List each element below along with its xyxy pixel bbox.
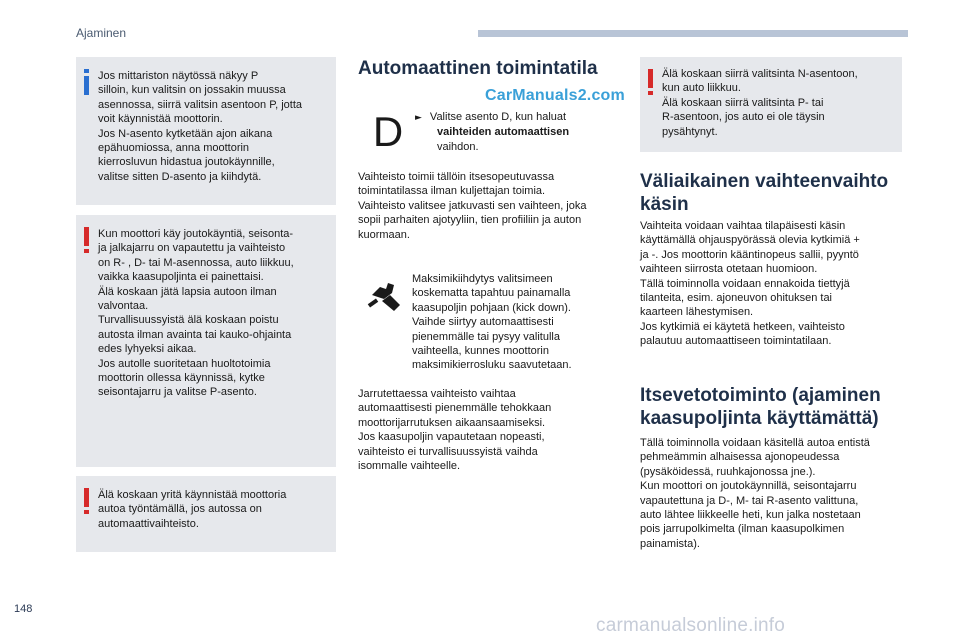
warning-icon bbox=[648, 69, 653, 95]
warning-icon bbox=[84, 488, 89, 514]
warning-text: Kun moottori käy joutokäyntiä, seisonta- ja jalkajarru on vapautettu ja vaihteisto on R- , D- tai M-asennossa, auto liikkuu, vaikka kaasupoljinta ei painettaisi. Älä koskaan jätä lapsia autoon ilman valvontaa. Turvallisuussyistä älä koskaan poistu autosta ilman avainta tai kauko-ohjainta edes lyhyeksi aikaa. Jos autolle suoritetaan huoltotoimia moottorin ollessa käynnissä, kytke seisontajarru ja valitse P-asento. bbox=[98, 228, 294, 399]
arrow-bullet-icon: ► bbox=[415, 113, 422, 123]
step-instruction: ► Valitse asento D, kun haluat vaihteiden automaattisen vaihdon. bbox=[415, 111, 570, 153]
gear-d-symbol: D bbox=[372, 108, 404, 155]
warning-text: Älä koskaan yritä käynnistää moottoria autoa työntämällä, jos autossa on automaattivaihteisto. bbox=[98, 489, 287, 530]
kickdown-text: Maksimikiihdytys valitsimeen koskematta tapahtuu painamalla kaasupoljin pohjaan (kick down). Vaihde siirtyy automaattisesti pienemmälle tai pysyy valitulla vaihteella, kunnes moottorin maksimikierrosluku saavutetaan. bbox=[412, 273, 572, 372]
warning-box-idle bbox=[76, 215, 336, 467]
section-title: Ajaminen bbox=[76, 26, 127, 40]
creep-function-text: Tällä toiminnolla voidaan käsitellä autoa entistä pehmeämmin alhaisessa ajonopeudessa (pysäköidessä, ruuhkajonossa jne.). Kun moottori on joutokäynnillä, seisontajarru vapautettuna ja D-, M- tai R-asento valittuna, auto lähtee liikkeelle heti, kun jalka nostetaan pois jarrupolkimelta (ilman kaasupolkimen painamista). bbox=[640, 437, 870, 550]
warning-icon bbox=[84, 227, 89, 253]
info-icon bbox=[84, 69, 89, 95]
header-bar bbox=[478, 30, 908, 37]
warning-box-selector bbox=[640, 57, 902, 152]
heading-automatic-mode: Automaattinen toimintatila bbox=[358, 58, 598, 79]
warning-text: Älä koskaan siirrä valitsinta N-asentoon, kun auto liikkuu. Älä koskaan siirrä valitsinta P- tai R-asentoon, jos auto ei ole täysin pysähtynyt. bbox=[662, 68, 858, 138]
carmanuals-logo: CarManuals2.com bbox=[485, 87, 625, 104]
kick-down-pedal-icon bbox=[366, 275, 404, 313]
heading-temporary-manual: Väliaikainen vaihteenvaihto käsin bbox=[640, 171, 889, 215]
warning-box-push-start bbox=[76, 476, 336, 552]
info-text: Jos mittariston näytössä näkyy P silloin, kun valitsin on jossakin muussa asennossa, siirrä valitsin asentoon P, jotta voit käynnistää moottorin. Jos N-asento kytketään ajon aikana epähuomiossa, anna moottorin kierrosluvun hidastua joutokäynnille, valitse sitten D-asento ja kiihdytä. bbox=[98, 70, 303, 183]
paragraph-adaptive: Vaihteisto toimii tällöin itsesopeutuvassa toimintatilassa ilman kuljettajan toimia. Vaihteisto valitsee jatkuvasti sen vaihteen, joka sopii parhaiten ajotyyliin, tien profiiliin ja auton kuormaan. bbox=[358, 171, 587, 241]
temporary-manual-text: Vaihteita voidaan vaihtaa tilapäisesti käsin käyttämällä ohjauspyörässä olevia kytkimiä + ja -. Jos moottorin kääntinopeus sallii, pyyntö vaihteen siirrosta otetaan huomioon. Tällä toiminnolla voidaan ennakoida tiettyjä tilanteita, esim. ajoneuvon ohituksen tai kaarteen lähestymisen. Jos kytkimiä ei käytetä hetkeen, vaihteisto palautuu automaattiseen toimintatilaan. bbox=[640, 220, 860, 348]
page-number: 148 bbox=[14, 603, 33, 615]
info-box bbox=[76, 57, 336, 205]
watermark: carmanualsonline.info bbox=[596, 615, 786, 636]
paragraph-braking: Jarrutettaessa vaihteisto vaihtaa automaattisesti pienemmälle tehokkaan moottorijarrutuksen aikaansaamiseksi. Jos kaasupoljin vapautetaan nopeasti, vaihteisto ei turvallisuussyistä vaihda isommalle vaihteelle. bbox=[358, 388, 552, 473]
heading-creep-function: Itsevetotoiminto (ajaminen kaasupoljinta käyttämättä) bbox=[640, 385, 881, 429]
